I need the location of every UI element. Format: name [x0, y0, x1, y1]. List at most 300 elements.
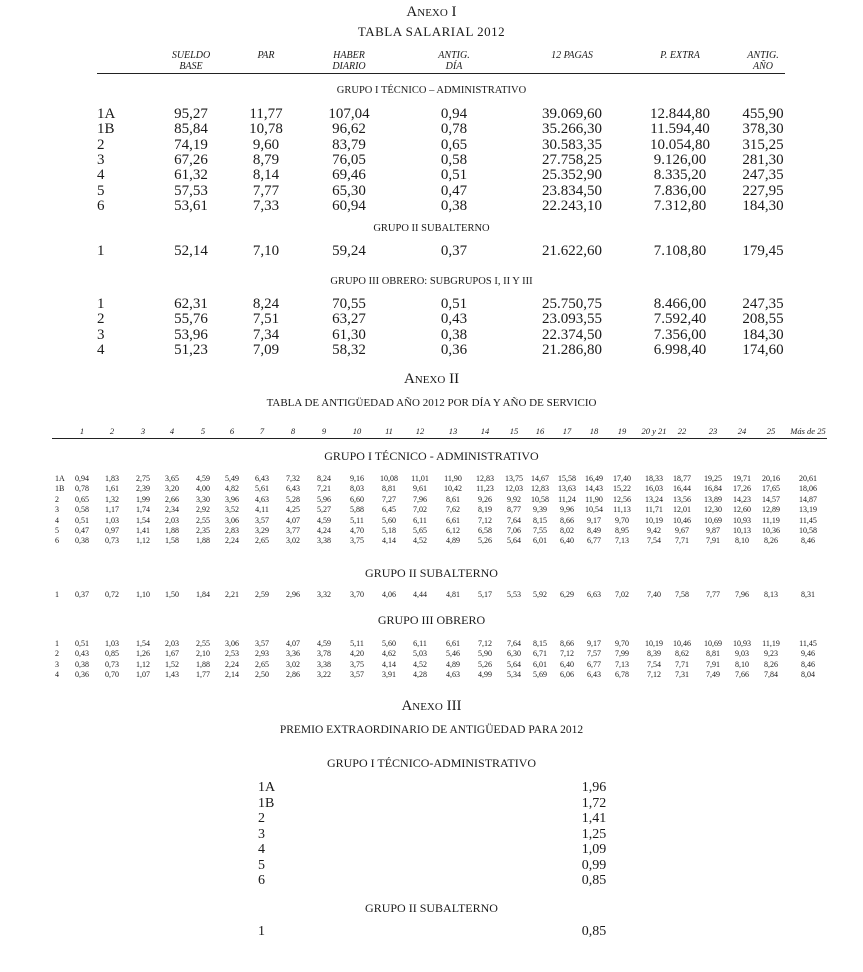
cell-value: 455,90: [742, 106, 784, 122]
cell-value: 1,72: [581, 795, 607, 811]
cell-value: 4,52: [413, 536, 427, 546]
cell-value: 2,35: [196, 526, 210, 535]
category-label: 1A: [55, 474, 65, 483]
cell-value: 8,26: [764, 536, 778, 546]
cell-value: 2,65: [255, 659, 269, 669]
cell-value: 10,69: [704, 639, 722, 648]
cell-value: 8,31: [801, 590, 815, 599]
cell-value: 107,04: [328, 106, 370, 122]
cell-value: 4,52: [413, 659, 427, 669]
cell-value: 5,11: [350, 639, 364, 648]
cell-value: 59,24: [332, 243, 366, 259]
annex2-header: 19: [617, 426, 627, 436]
cell-value: 1,84: [196, 590, 210, 599]
cell-value: 7,33: [252, 197, 280, 214]
annex2-header: 14: [480, 426, 490, 436]
annex1-group2-title: GRUPO II SUBALTERNO: [373, 223, 490, 234]
cell-value: 0,73: [105, 659, 119, 669]
cell-value: 7,27: [382, 494, 396, 504]
cell-value: 2,03: [165, 639, 179, 648]
cell-value: 12,83: [476, 474, 494, 483]
cell-value: 3,77: [286, 526, 300, 535]
cell-value: 3,06: [225, 639, 239, 648]
annex2-header: 6: [229, 426, 235, 436]
annex1-header: [257, 50, 274, 61]
cell-value: 8,77: [507, 505, 521, 515]
annex1-header-line: AÑO: [753, 61, 773, 72]
cell-value: 25.750,75: [542, 296, 602, 312]
cell-value: 9,16: [350, 474, 364, 483]
cell-value: 4,07: [286, 515, 300, 525]
cell-value: 6,63: [587, 590, 601, 599]
cell-value: 6,11: [413, 639, 427, 648]
annex2-header: 13: [448, 426, 458, 436]
cell-value: 2,24: [225, 659, 239, 669]
cell-value: 0,97: [105, 526, 119, 535]
cell-value: 9,70: [615, 639, 629, 648]
annex2-header: 9: [321, 426, 327, 436]
cell-value: 5,61: [255, 484, 269, 494]
cell-value: 69,46: [332, 167, 366, 184]
cell-value: 10,93: [733, 639, 751, 648]
annex2-header: 24: [737, 426, 747, 436]
cell-value: 60,94: [332, 197, 366, 214]
annex2-group2-title: GRUPO II SUBALTERNO: [365, 566, 498, 580]
cell-value: 6,40: [560, 536, 574, 546]
cell-value: 9,92: [507, 494, 521, 504]
cell-value: 10,54: [585, 505, 603, 515]
cell-value: 62,31: [174, 296, 208, 312]
cell-value: 6,40: [560, 659, 574, 669]
cell-value: 0,58: [440, 151, 468, 168]
cell-value: 9,39: [533, 505, 547, 515]
cell-value: 0,65: [440, 136, 468, 153]
cell-value: 12,89: [762, 505, 780, 515]
cell-value: 30.583,35: [542, 136, 602, 153]
cell-value: 21.622,60: [542, 243, 602, 259]
cell-value: 2,55: [196, 515, 210, 525]
cell-value: 6,78: [615, 670, 629, 680]
cell-value: 9,61: [413, 484, 427, 494]
cell-value: 0,37: [75, 590, 89, 599]
cell-value: 11,71: [645, 505, 663, 515]
cell-value: 6,30: [507, 649, 521, 659]
annex2-header: 11: [385, 426, 393, 436]
cell-value: 5,53: [507, 590, 521, 599]
cell-value: 6,61: [446, 639, 460, 648]
cell-value: 4,00: [196, 484, 210, 494]
annex1-header-line: ANTIG.: [747, 50, 779, 61]
cell-value: 53,61: [174, 197, 208, 214]
cell-value: 7,96: [735, 590, 749, 599]
category-label: 1B: [258, 795, 275, 811]
cell-value: 5,27: [317, 505, 331, 515]
cell-value: 5,28: [286, 494, 300, 504]
category-label: 6: [97, 197, 105, 214]
cell-value: 70,55: [332, 296, 366, 312]
cell-value: 83,79: [332, 136, 366, 153]
cell-value: 3,38: [317, 536, 331, 546]
cell-value: 11,13: [613, 505, 631, 515]
cell-value: 1,26: [136, 649, 150, 659]
annex2-header: 3: [140, 426, 146, 436]
cell-value: 10,93: [733, 515, 751, 525]
cell-value: 5,69: [533, 670, 547, 680]
annex1-subtitle: TABLA SALARIAL 2012: [357, 24, 506, 39]
cell-value: 22.374,50: [542, 326, 602, 343]
cell-value: 208,55: [742, 311, 784, 328]
cell-value: 7,40: [647, 590, 661, 599]
cell-value: 6,43: [587, 670, 601, 680]
cell-value: 1,10: [136, 590, 150, 599]
cell-value: 16,49: [585, 474, 603, 483]
cell-value: 0,73: [105, 536, 119, 546]
category-label: 3: [55, 505, 59, 515]
cell-value: 8,61: [446, 494, 460, 504]
cell-value: 9,70: [615, 515, 629, 525]
cell-value: 7,13: [615, 536, 629, 546]
category-label: 1A: [258, 780, 276, 795]
cell-value: 5,26: [478, 659, 492, 669]
cell-value: 7,91: [706, 536, 720, 546]
cell-value: 0,94: [75, 474, 89, 483]
cell-value: 7.592,40: [653, 311, 707, 328]
cell-value: 10,19: [645, 639, 663, 648]
cell-value: 4,63: [255, 494, 269, 504]
cell-value: 85,84: [174, 121, 208, 138]
cell-value: 57,53: [174, 182, 208, 199]
cell-value: 8,46: [801, 659, 815, 669]
cell-value: 8,46: [801, 536, 815, 546]
cell-value: 14,87: [799, 494, 817, 504]
cell-value: 11,45: [799, 639, 817, 648]
cell-value: 315,25: [742, 136, 784, 153]
cell-value: 5,60: [382, 515, 396, 525]
category-label: 2: [258, 811, 265, 826]
cell-value: 7,96: [413, 494, 427, 504]
cell-value: 25.352,90: [542, 167, 602, 184]
cell-value: 4,81: [446, 590, 460, 599]
category-label: 2: [55, 649, 59, 659]
cell-value: 19,25: [704, 474, 722, 483]
cell-value: 3,32: [317, 590, 331, 599]
category-label: 1A: [97, 106, 116, 122]
cell-value: 14,23: [733, 494, 751, 504]
cell-value: 3,91: [382, 670, 396, 680]
cell-value: 6,11: [413, 515, 427, 525]
category-label: 4: [97, 167, 105, 184]
cell-value: 21.286,80: [542, 341, 602, 358]
cell-value: 0,58: [75, 505, 89, 515]
cell-value: 67,26: [174, 151, 208, 168]
cell-value: 1,17: [105, 505, 119, 515]
annex2-subtitle: TABLA DE ANTIGÜEDAD AÑO 2012 POR DÍA Y AÑO DE SERVICIO: [266, 397, 597, 409]
cell-value: 95,27: [174, 106, 208, 122]
cell-value: 8.466,00: [653, 296, 707, 312]
cell-value: 17,26: [733, 484, 751, 494]
category-label: 4: [258, 842, 265, 857]
annex2-header: 18: [589, 426, 599, 436]
cell-value: 12,01: [673, 505, 691, 515]
cell-value: 1,07: [136, 670, 150, 680]
cell-value: 7,02: [413, 505, 427, 515]
cell-value: 9,46: [801, 649, 815, 659]
cell-value: 9.126,00: [653, 151, 707, 168]
cell-value: 7,71: [675, 536, 689, 546]
category-label: 5: [97, 182, 105, 199]
cell-value: 0,94: [440, 106, 468, 122]
cell-value: 0,43: [75, 649, 89, 659]
cell-value: 13,56: [673, 494, 691, 504]
cell-value: 0,85: [581, 924, 607, 939]
cell-value: 1,32: [105, 494, 119, 504]
cell-value: 4,59: [196, 474, 210, 483]
cell-value: 3,06: [225, 515, 239, 525]
cell-value: 13,19: [799, 505, 817, 515]
cell-value: 4,63: [446, 670, 460, 680]
cell-value: 8,19: [478, 505, 492, 515]
cell-value: 247,35: [742, 167, 784, 184]
cell-value: 0,85: [581, 873, 607, 888]
annex2-header: 17: [562, 426, 572, 436]
cell-value: 76,05: [332, 151, 366, 168]
cell-value: 1,77: [196, 670, 210, 680]
cell-value: 281,30: [742, 151, 784, 168]
annex1-header-line: PAR: [257, 50, 275, 61]
cell-value: 2,50: [255, 670, 269, 680]
cell-value: 1,67: [165, 649, 179, 659]
cell-value: 20,16: [762, 474, 780, 483]
cell-value: 18,77: [673, 474, 691, 483]
cell-value: 1,41: [581, 811, 607, 826]
cell-value: 10,42: [444, 484, 462, 494]
cell-value: 6,29: [560, 590, 574, 599]
cell-value: 23.834,50: [542, 182, 602, 199]
cell-value: 7,21: [317, 484, 331, 494]
annex2-header: Más de 25: [790, 426, 826, 436]
cell-value: 7,71: [675, 659, 689, 669]
cell-value: 13,24: [645, 494, 663, 504]
category-label: 1B: [55, 484, 65, 494]
category-label: 3: [97, 151, 105, 168]
cell-value: 0,36: [440, 341, 468, 358]
cell-value: 8,95: [615, 526, 629, 535]
category-label: 5: [258, 857, 265, 873]
cell-value: 22.243,10: [542, 197, 602, 214]
annex3-group1-title: GRUPO I TÉCNICO-ADMINISTRATIVO: [326, 756, 537, 770]
cell-value: 96,62: [332, 121, 366, 138]
cell-value: 0,38: [75, 659, 89, 669]
cell-value: 15,22: [613, 484, 631, 494]
cell-value: 8,10: [735, 536, 749, 546]
category-label: 2: [97, 136, 105, 153]
cell-value: 14,57: [762, 494, 780, 504]
cell-value: 11,19: [762, 515, 780, 525]
cell-value: 74,19: [174, 136, 208, 153]
cell-value: 0,37: [440, 243, 468, 259]
cell-value: 5,11: [350, 515, 364, 525]
cell-value: 3,65: [165, 474, 179, 483]
cell-value: 7,06: [507, 526, 521, 535]
cell-value: 11,45: [799, 515, 817, 525]
cell-value: 1,09: [581, 842, 607, 857]
category-label: 1: [97, 296, 105, 312]
cell-value: 174,60: [742, 341, 784, 358]
cell-value: 1,88: [196, 536, 210, 546]
cell-value: 378,30: [742, 121, 784, 138]
cell-value: 3,02: [286, 659, 300, 669]
cell-value: 9,23: [764, 649, 778, 659]
category-label: 1: [97, 243, 105, 259]
cell-value: 1,96: [581, 780, 607, 795]
cell-value: 10,13: [733, 526, 751, 535]
cell-value: 61,32: [174, 167, 208, 184]
cell-value: 3,36: [286, 649, 300, 659]
cell-value: 8,79: [252, 151, 280, 168]
cell-value: 1,25: [581, 826, 607, 842]
cell-value: 7.836,00: [653, 182, 707, 199]
cell-value: 2,10: [196, 649, 210, 659]
cell-value: 7,49: [706, 670, 720, 680]
category-label: 1B: [97, 121, 115, 138]
category-label: 3: [258, 826, 265, 842]
cell-value: 35.266,30: [542, 121, 602, 138]
cell-value: 4,14: [382, 536, 396, 546]
cell-value: 7,12: [560, 649, 574, 659]
annex1-header: [551, 50, 593, 61]
cell-value: 2,65: [255, 536, 269, 546]
cell-value: 10,46: [673, 639, 691, 648]
cell-value: 4,62: [382, 649, 396, 659]
cell-value: 53,96: [174, 326, 208, 343]
cell-value: 9,03: [735, 649, 749, 659]
cell-value: 5,46: [446, 649, 460, 659]
cell-value: 5,88: [350, 505, 364, 515]
cell-value: 7,62: [446, 505, 460, 515]
cell-value: 7,09: [252, 341, 280, 358]
cell-value: 7,77: [706, 590, 720, 599]
cell-value: 2,53: [225, 649, 239, 659]
cell-value: 5,90: [478, 649, 492, 659]
cell-value: 5,17: [478, 590, 492, 599]
cell-value: 6,12: [446, 526, 460, 535]
cell-value: 7,12: [478, 515, 492, 525]
cell-value: 16,84: [704, 484, 722, 494]
cell-value: 7,12: [647, 670, 661, 680]
cell-value: 7,51: [252, 311, 280, 328]
category-label: 6: [258, 873, 265, 888]
annex2-header: 12: [415, 426, 425, 436]
cell-value: 7,31: [675, 670, 689, 680]
cell-value: 9,87: [706, 526, 720, 535]
cell-value: 8,02: [560, 526, 574, 535]
category-label: 4: [97, 341, 105, 358]
annex1-header-line: ANTIG.: [438, 50, 470, 61]
cell-value: 4,07: [286, 639, 300, 648]
cell-value: 4,14: [382, 659, 396, 669]
cell-value: 10.054,80: [650, 136, 710, 153]
cell-value: 1,83: [105, 474, 119, 483]
cell-value: 1,52: [165, 659, 179, 669]
cell-value: 5,92: [533, 590, 547, 599]
cell-value: 4,59: [317, 515, 331, 525]
cell-value: 7,34: [252, 326, 280, 343]
cell-value: 184,30: [742, 326, 784, 343]
cell-value: 6,43: [286, 484, 300, 494]
cell-value: 7,64: [507, 515, 521, 525]
cell-value: 4,89: [446, 659, 460, 669]
cell-value: 6,77: [587, 659, 601, 669]
annex2-header: 25: [766, 426, 776, 436]
cell-value: 1,88: [165, 526, 179, 535]
annex2-header: 1: [79, 426, 85, 436]
category-label: 3: [97, 326, 105, 343]
cell-value: 3,57: [350, 670, 364, 680]
category-label: 1: [55, 639, 59, 648]
cell-value: 7,54: [647, 536, 661, 546]
cell-value: 7.356,00: [653, 326, 707, 343]
cell-value: 2,86: [286, 670, 300, 680]
annex1-group1-title: GRUPO I TÉCNICO – ADMINISTRATIVO: [336, 85, 527, 96]
cell-value: 1,12: [136, 659, 150, 669]
cell-value: 2,75: [136, 474, 150, 483]
cell-value: 3,78: [317, 649, 331, 659]
cell-value: 4,28: [413, 670, 427, 680]
cell-value: 0,51: [75, 515, 89, 525]
cell-value: 0,43: [440, 311, 468, 328]
annex1-group3-title: GRUPO III OBRERO: SUBGRUPOS I, II Y III: [330, 276, 533, 287]
cell-value: 11,19: [762, 639, 780, 648]
cell-value: 7,55: [533, 526, 547, 535]
annex1-header-line: BASE: [179, 61, 203, 72]
cell-value: 2,66: [165, 494, 179, 504]
cell-value: 3,75: [350, 659, 364, 669]
cell-value: 8,39: [647, 649, 661, 659]
cell-value: 11.594,40: [650, 121, 710, 138]
annex1-header-rule: [97, 73, 785, 74]
annex2-header: 15: [509, 426, 519, 436]
cell-value: 2,39: [136, 484, 150, 494]
annex3-title: Anexo III: [401, 698, 462, 714]
annex1-header-line: P. EXTRA: [660, 50, 700, 61]
cell-value: 7,57: [587, 649, 601, 659]
cell-value: 2,34: [165, 505, 179, 515]
cell-value: 6.998,40: [653, 341, 707, 358]
category-label: 4: [55, 515, 59, 525]
annex2-header: 16: [535, 426, 545, 436]
category-label: 2: [55, 494, 59, 504]
cell-value: 12.844,80: [650, 106, 710, 122]
cell-value: 227,95: [742, 182, 784, 199]
cell-value: 3,52: [225, 505, 239, 515]
cell-value: 63,27: [332, 311, 366, 328]
cell-value: 0,65: [75, 494, 89, 504]
cell-value: 1,74: [136, 505, 150, 515]
cell-value: 5,34: [507, 670, 521, 680]
cell-value: 9,60: [252, 136, 280, 153]
cell-value: 2,92: [196, 505, 210, 515]
annex2-header: 23: [708, 426, 718, 436]
cell-value: 5,65: [413, 526, 427, 535]
cell-value: 6,43: [255, 474, 269, 483]
cell-value: 3,20: [165, 484, 179, 494]
cell-value: 5,64: [507, 536, 521, 546]
cell-value: 10,78: [249, 121, 283, 138]
cell-value: 1,03: [105, 639, 119, 648]
cell-value: 0,38: [440, 326, 468, 343]
cell-value: 7,77: [252, 182, 280, 199]
category-label: 6: [55, 536, 59, 546]
